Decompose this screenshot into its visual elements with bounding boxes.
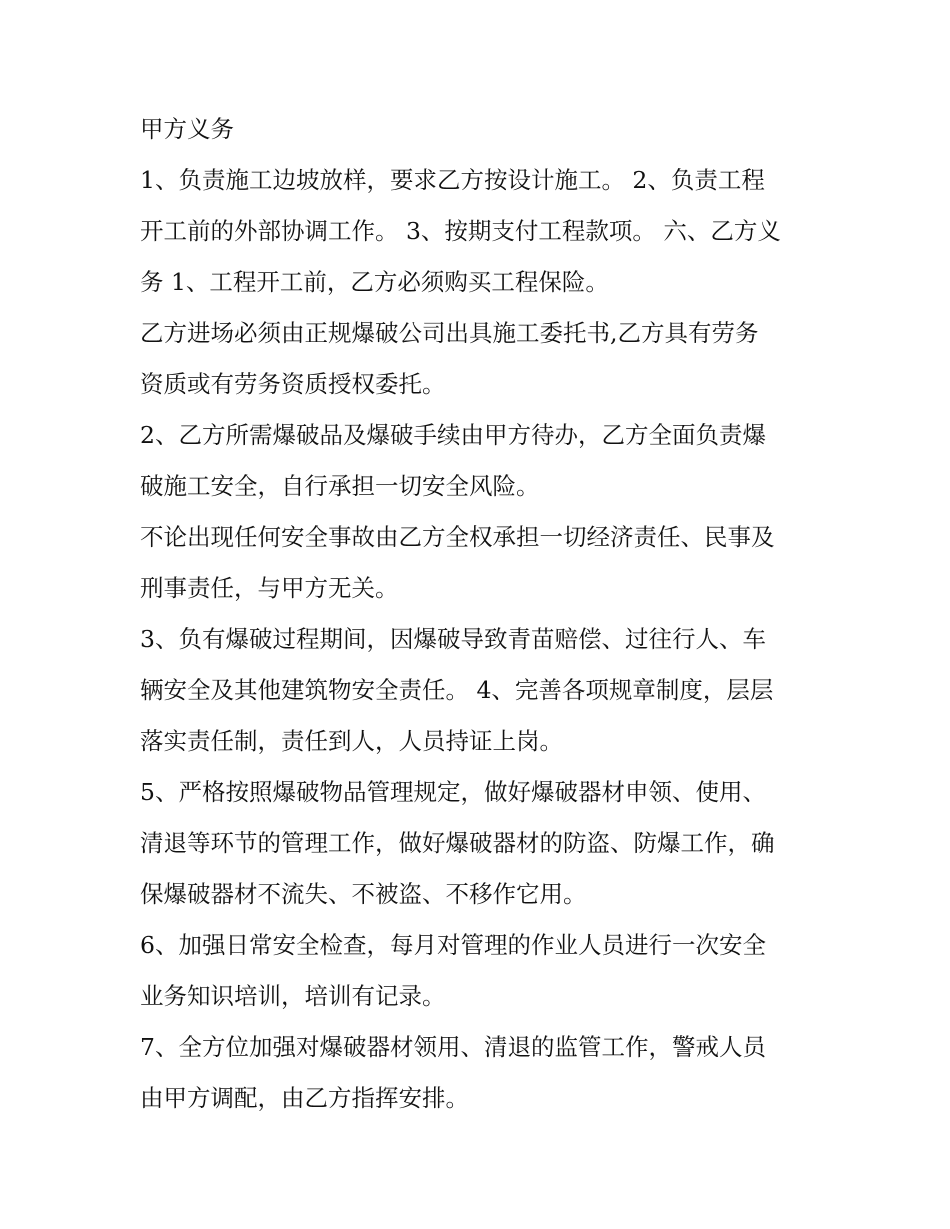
paragraph-8: [140, 1022, 820, 1124]
section-heading: [140, 104, 820, 155]
paragraph-line: 务 1、工程开工前，乙方必须购买工程保险。: [140, 268, 609, 296]
paragraph-1: [140, 155, 820, 308]
paragraph-line: 3、负有爆破过程期间，因爆破导致青苗赔偿、过往行人、车: [140, 625, 766, 653]
paragraph-line: 7、全方位加强对爆破器材领用、清退的监管工作，警戒人员: [140, 1033, 766, 1061]
paragraph-line: 6、加强日常安全检查，每月对管理的作业人员进行一次安全: [140, 931, 766, 959]
paragraph-line: 辆安全及其他建筑物安全责任。 4、完善各项规章制度，层层: [140, 676, 774, 704]
paragraph-line: 开工前的外部协调工作。 3、按期支付工程款项。 六、乙方义: [140, 217, 781, 245]
paragraph-line: 5、严格按照爆破物品管理规定，做好爆破器材申领、使用、: [140, 778, 766, 806]
document-body: [140, 104, 820, 1124]
paragraph-4: [140, 512, 820, 614]
paragraph-line: 1、负责施工边坡放样，要求乙方按设计施工。 2、负责工程: [140, 166, 765, 194]
paragraph-line: 清退等环节的管理工作，做好爆破器材的防盗、防爆工作，确: [140, 829, 775, 857]
paragraph-line: 刑事责任，与甲方无关。: [140, 574, 399, 602]
paragraph-2: [140, 308, 820, 410]
heading-text: 甲方义务: [140, 115, 234, 143]
paragraph-7: [140, 920, 820, 1022]
paragraph-line: 2、乙方所需爆破品及爆破手续由甲方待办，乙方全面负责爆: [140, 421, 766, 449]
paragraph-line: 资质或有劳务资质授权委托。: [140, 370, 446, 398]
paragraph-line: 破施工安全，自行承担一切安全风险。: [140, 472, 540, 500]
paragraph-line: 乙方进场必须由正规爆破公司出具施工委托书,乙方具有劳务: [140, 319, 759, 347]
paragraph-3: [140, 410, 820, 512]
paragraph-line: 不论出现任何安全事故由乙方全权承担一切经济责任、民事及: [140, 523, 775, 551]
paragraph-5: [140, 614, 820, 767]
paragraph-line: 由甲方调配，由乙方指挥安排。: [140, 1084, 469, 1112]
paragraph-6: [140, 767, 820, 920]
paragraph-line: 落实责任制，责任到人，人员持证上岗。: [140, 727, 563, 755]
paragraph-line: 保爆破器材不流失、不被盗、不移作它用。: [140, 880, 587, 908]
paragraph-line: 业务知识培训，培训有记录。: [140, 982, 446, 1010]
